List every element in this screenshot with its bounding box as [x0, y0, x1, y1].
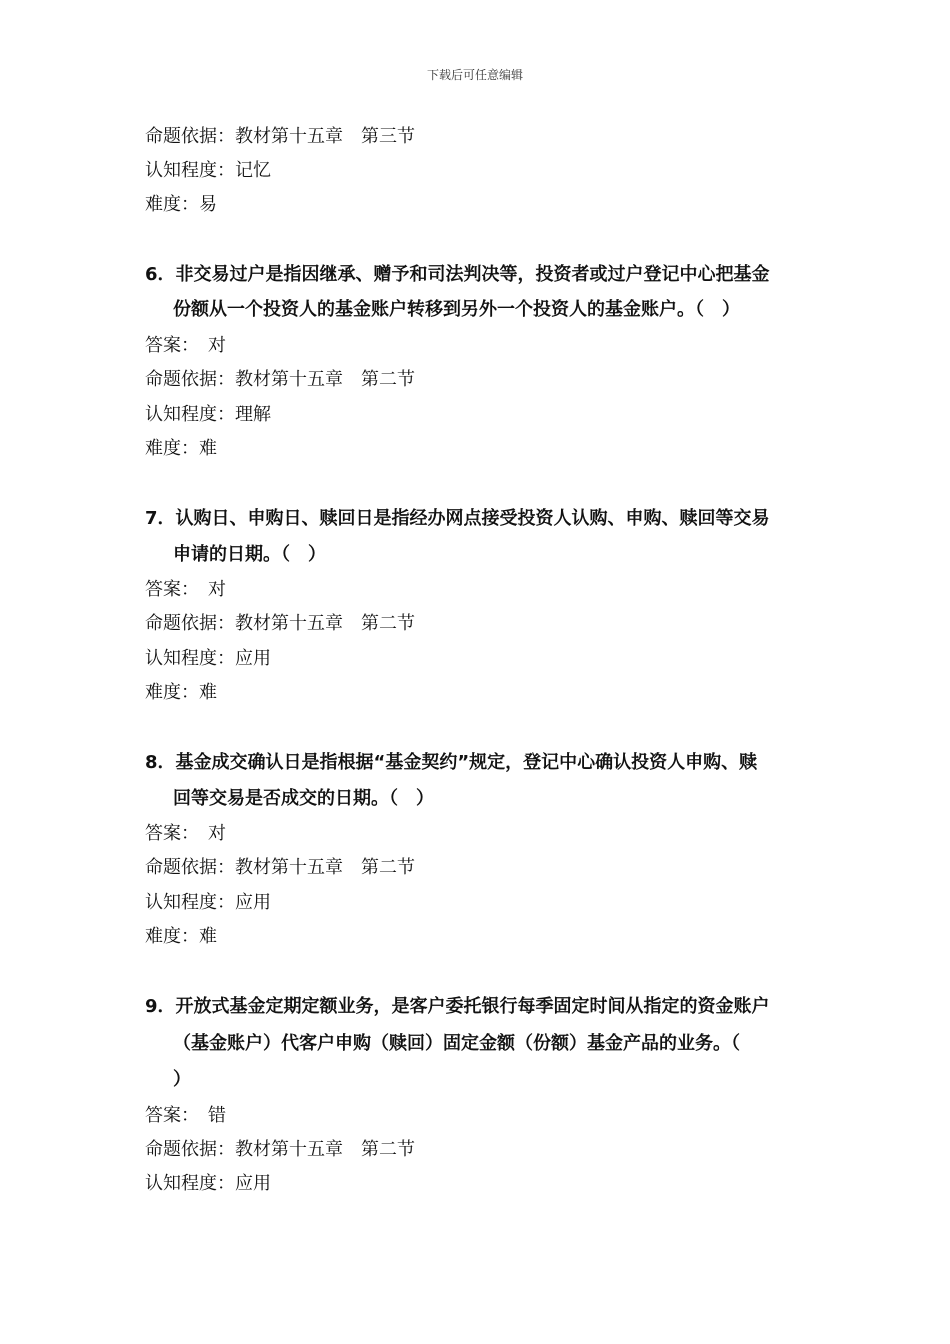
question-6-answer: 答案： 对 — [145, 335, 226, 356]
question-7-cognition: 认知程度：应用 — [145, 648, 271, 669]
question-8-cognition: 认知程度：应用 — [145, 892, 271, 913]
question-9-line-1: 9．开放式基金定期定额业务，是客户委托银行每季固定时间从指定的资金账户 — [145, 996, 770, 1017]
question-9-line-2: （基金账户）代客户申购（赎回）固定金额（份额）基金产品的业务。（ — [173, 1033, 740, 1054]
basis-line: 命题依据：教材第十五章 第三节 — [145, 126, 415, 147]
difficulty-line: 难度：易 — [145, 194, 217, 215]
question-9-basis: 命题依据：教材第十五章 第二节 — [145, 1139, 415, 1160]
header-note: 下载后可任意编辑 — [426, 68, 523, 82]
question-9-answer: 答案： 错 — [145, 1105, 226, 1126]
question-8-basis: 命题依据：教材第十五章 第二节 — [145, 857, 415, 878]
question-9-cognition: 认知程度：应用 — [145, 1173, 271, 1194]
question-8-line-1: 8．基金成交确认日是指根据“基金契约”规定，登记中心确认投资人申购、赎 — [145, 752, 758, 773]
question-7-line-2: 申请的日期。（ ） — [173, 544, 326, 565]
question-6-line-1: 6．非交易过户是指因继承、赠予和司法判决等，投资者或过户登记中心把基金 — [145, 264, 770, 285]
question-9-line-3: ） — [173, 1069, 191, 1090]
question-6-line-2: 份额从一个投资人的基金账户转移到另外一个投资人的基金账户。（ ） — [173, 299, 740, 320]
cognition-line: 认知程度：记忆 — [145, 160, 271, 181]
question-8-line-2: 回等交易是否成交的日期。（ ） — [173, 788, 434, 809]
question-7-line-1: 7．认购日、申购日、赎回日是指经办网点接受投资人认购、申购、赎回等交易 — [145, 508, 770, 529]
question-6-difficulty: 难度：难 — [145, 438, 217, 459]
question-7-basis: 命题依据：教材第十五章 第二节 — [145, 613, 415, 634]
question-7-answer: 答案： 对 — [145, 579, 226, 600]
question-6-basis: 命题依据：教材第十五章 第二节 — [145, 369, 415, 390]
question-8-difficulty: 难度：难 — [145, 926, 217, 947]
question-6-cognition: 认知程度：理解 — [145, 404, 271, 425]
question-7-difficulty: 难度：难 — [145, 682, 217, 703]
question-8-answer: 答案： 对 — [145, 823, 226, 844]
